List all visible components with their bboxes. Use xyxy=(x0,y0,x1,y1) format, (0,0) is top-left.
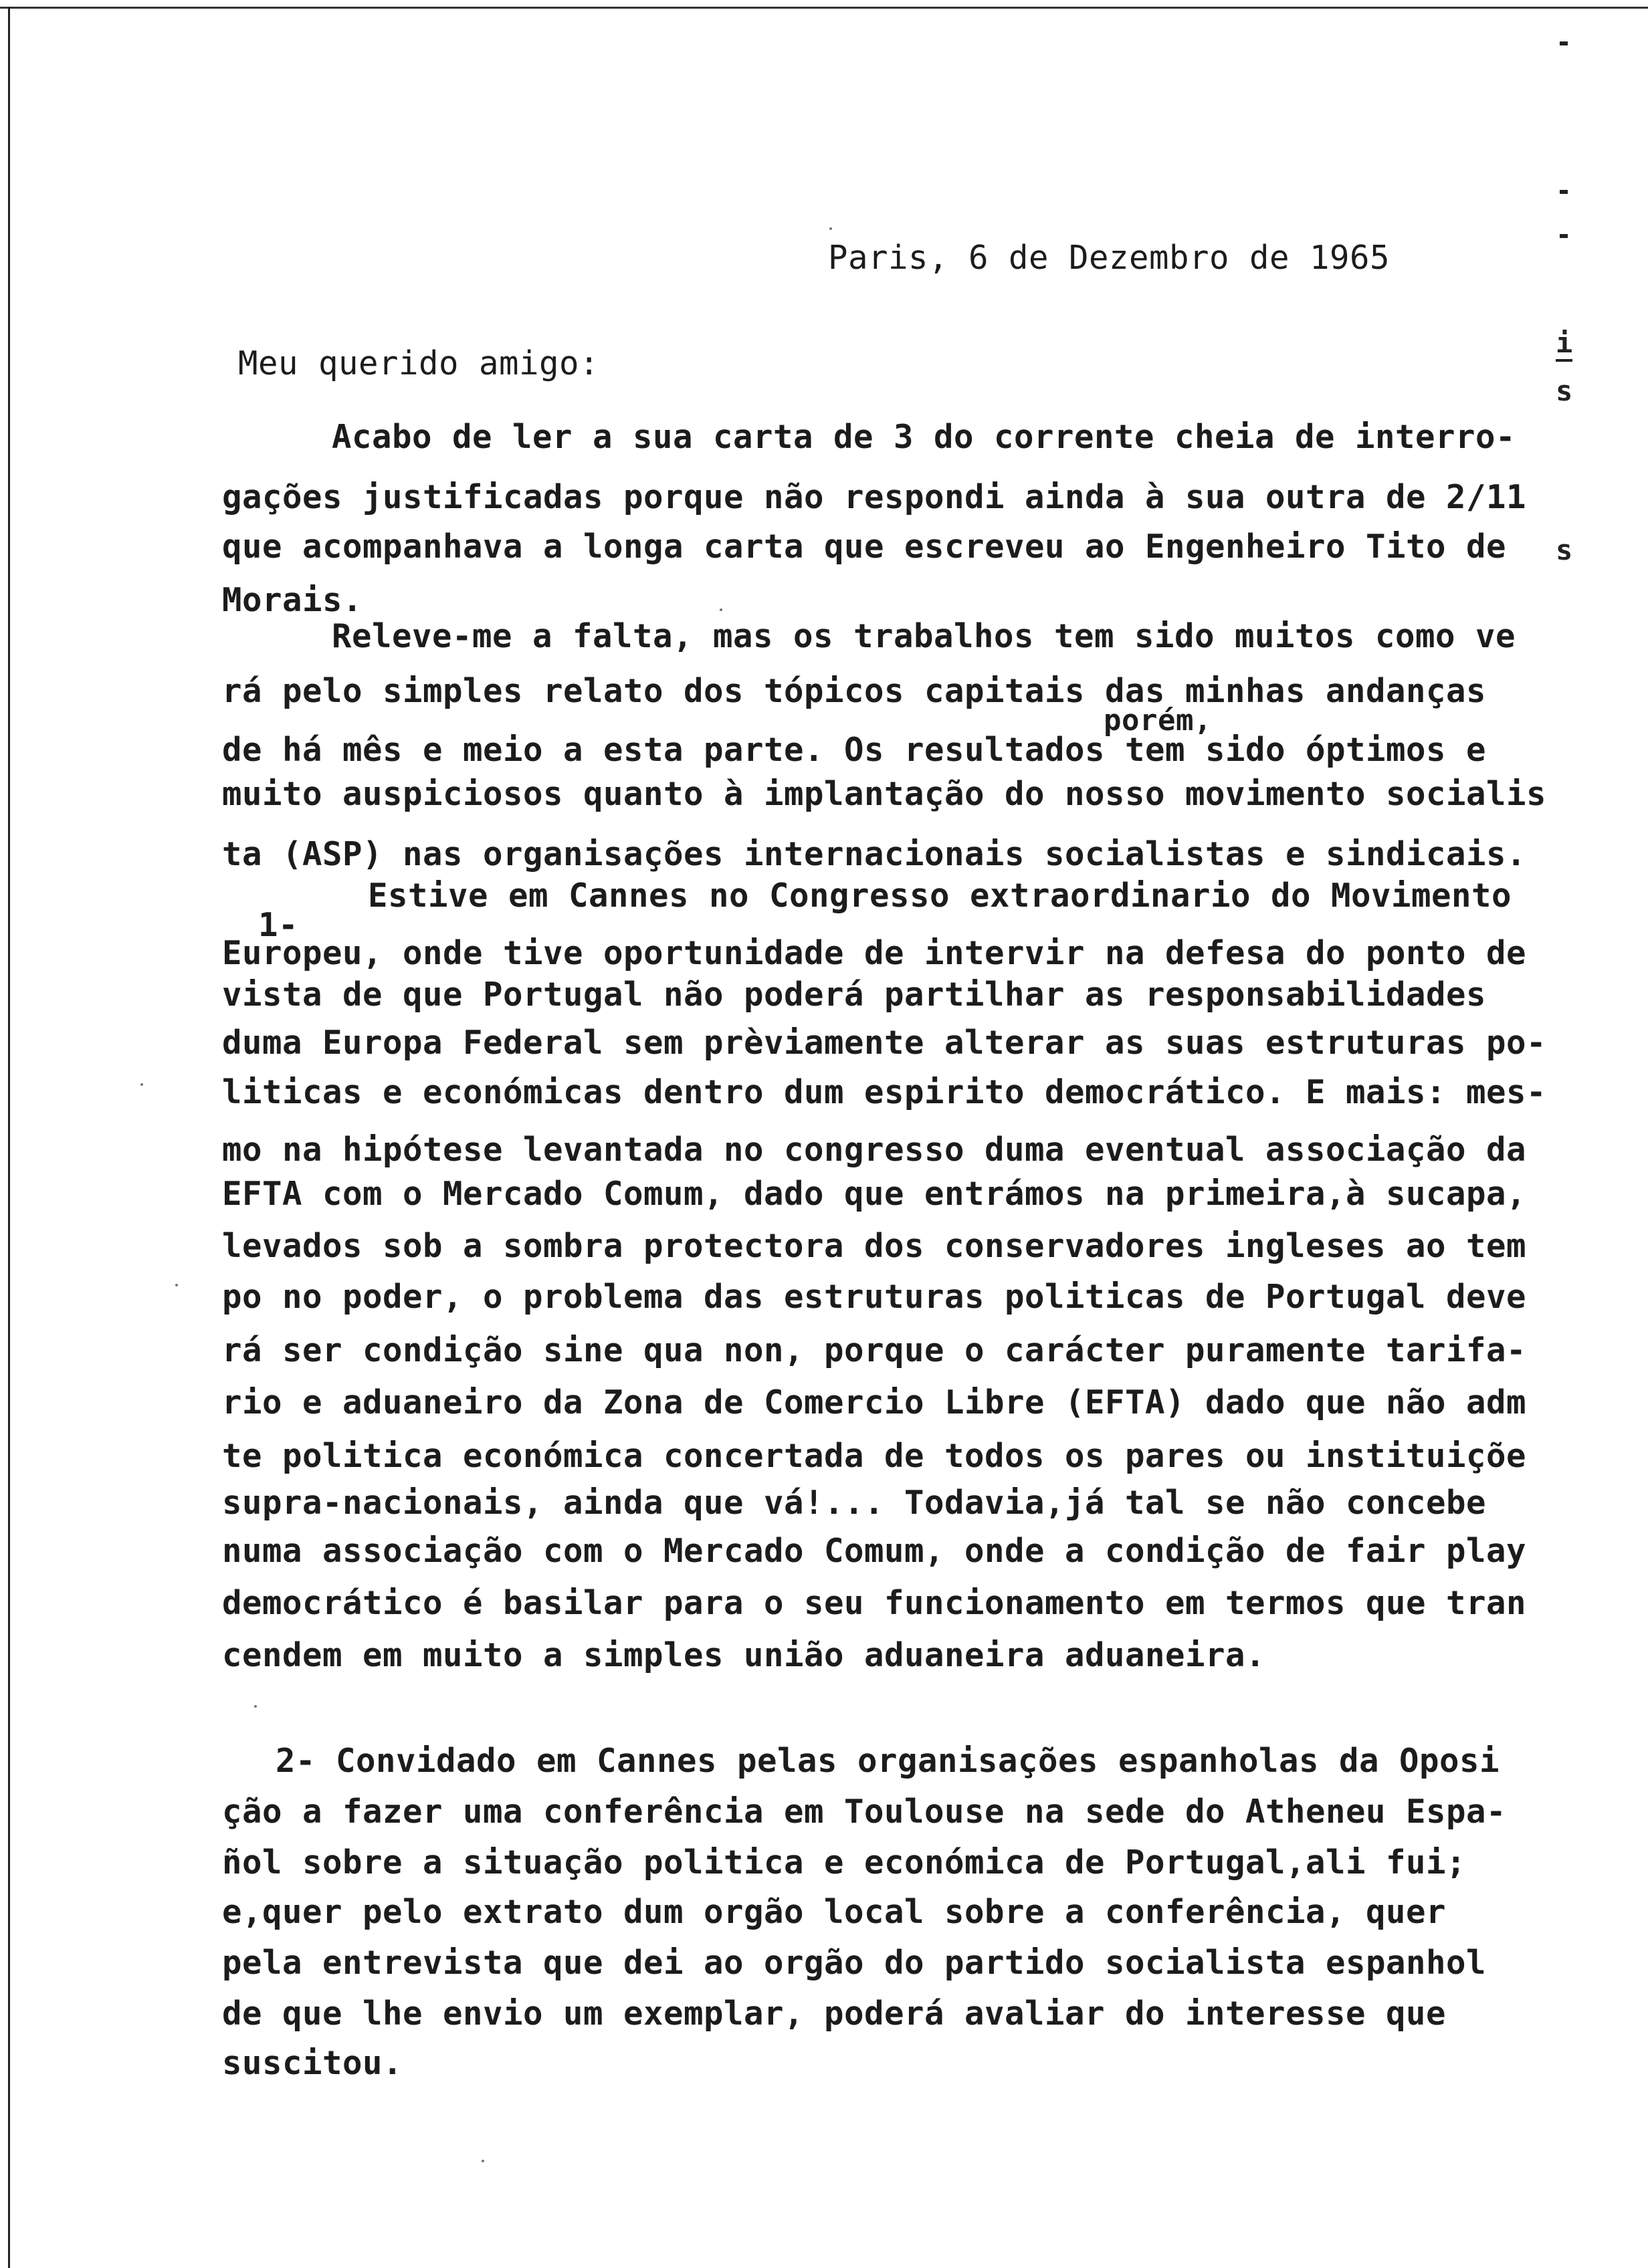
para3-line: duma Europa Federal sem prèviamente alterar as suas estruturas po- xyxy=(222,1024,1547,1062)
para3-line: liticas e económicas dentro dum espirito democrático. E mais: mes- xyxy=(222,1073,1547,1111)
margin-dash xyxy=(1560,41,1568,45)
speck xyxy=(175,1284,178,1286)
para3-line: democrático é basilar para o seu funcionamento em termos que tran xyxy=(222,1584,1527,1622)
margin-mark-i: i xyxy=(1556,326,1572,362)
para4-line: de que lhe envio um exemplar, poderá avaliar do interesse que xyxy=(222,1995,1447,2033)
para4-line: pela entrevista que dei ao orgão do partido socialista espanhol xyxy=(222,1944,1487,1982)
para1-line: gações justificadas porque não respondi ainda à sua outra de 2/11 xyxy=(222,478,1527,516)
para3-line: EFTA com o Mercado Comum, dado que entrámos na primeira,à sucapa, xyxy=(222,1175,1527,1213)
margin-mark-s: s xyxy=(1556,534,1573,566)
margin-mark-s: s xyxy=(1556,374,1573,407)
page-left-edge xyxy=(8,7,10,2268)
para3-line: mo na hipótese levantada no congresso duma eventual associação da xyxy=(222,1131,1527,1169)
para3-line: te politica económica concertada de todos os pares ou instituiçõe xyxy=(222,1437,1527,1475)
margin-dash xyxy=(1560,234,1568,238)
para4-line: e,quer pelo extrato dum orgão local sobre a conferência, quer xyxy=(222,1893,1447,1931)
speck xyxy=(254,1705,257,1708)
para1-line: Morais. xyxy=(222,581,363,619)
para4-line: ñol sobre a situação politica e económica de Portugal,ali fui; xyxy=(222,1843,1467,1882)
salutation: Meu querido amigo: xyxy=(238,344,600,382)
speck xyxy=(829,227,832,230)
para2-line: Releve-me a falta, mas os trabalhos tem sido muitos como ve xyxy=(332,617,1516,655)
margin-dash xyxy=(1560,190,1568,194)
para3-line: rio e aduaneiro da Zona de Comercio Libre (EFTA) dado que não adm xyxy=(222,1383,1527,1422)
para1-line: que acompanhava a longa carta que escreveu ao Engenheiro Tito de xyxy=(222,528,1507,566)
section-number: 1- xyxy=(258,906,299,944)
para2-line: rá pelo simples relato dos tópicos capitais das minhas andanças xyxy=(222,672,1487,710)
para2-line: ta (ASP) nas organisações internacionais socialistas e sindicais. xyxy=(222,835,1527,873)
handwritten-insertion: porém, xyxy=(1104,703,1212,738)
para4-line: suscitou. xyxy=(222,2044,403,2082)
para3-line: Europeu, onde tive oportunidade de intervir na defesa do ponto de xyxy=(222,934,1527,972)
para2-line: de há mês e meio a esta parte. Os resultados tem sido óptimos e xyxy=(222,731,1487,769)
speck xyxy=(482,2160,484,2162)
para3-line: levados sob a sombra protectora dos conservadores ingleses ao tem xyxy=(222,1227,1527,1265)
dateline: Paris, 6 de Dezembro de 1965 xyxy=(828,239,1390,277)
speck xyxy=(720,608,722,611)
para3-line: Estive em Cannes no Congresso extraordinario do Movimento xyxy=(368,877,1512,915)
para2-line: muito auspiciosos quanto à implantação do nosso movimento socialis xyxy=(222,775,1547,813)
para3-line: po no poder, o problema das estruturas politicas de Portugal deve xyxy=(222,1278,1527,1316)
para3-line: vista de que Portugal não poderá partilhar as responsabilidades xyxy=(222,976,1487,1014)
para4-line: ção a fazer uma conferência em Toulouse na sede do Atheneu Espa- xyxy=(222,1793,1507,1831)
para3-line: numa associação com o Mercado Comum, onde a condição de fair play xyxy=(222,1532,1527,1570)
page-top-edge xyxy=(0,7,1648,9)
para3-line: supra-nacionais, ainda que vá!... Todavia,já tal se não concebe xyxy=(222,1484,1487,1522)
para3-line: cendem em muito a simples união aduaneira aduaneira. xyxy=(222,1636,1266,1674)
para3-line: rá ser condição sine qua non, porque o carácter puramente tarifa- xyxy=(222,1331,1527,1369)
para1-line: Acabo de ler a sua carta de 3 do corrente cheia de interro- xyxy=(332,418,1516,456)
para4-line: 2- Convidado em Cannes pelas organisações espanholas da Oposi xyxy=(276,1742,1500,1780)
speck xyxy=(140,1083,143,1086)
